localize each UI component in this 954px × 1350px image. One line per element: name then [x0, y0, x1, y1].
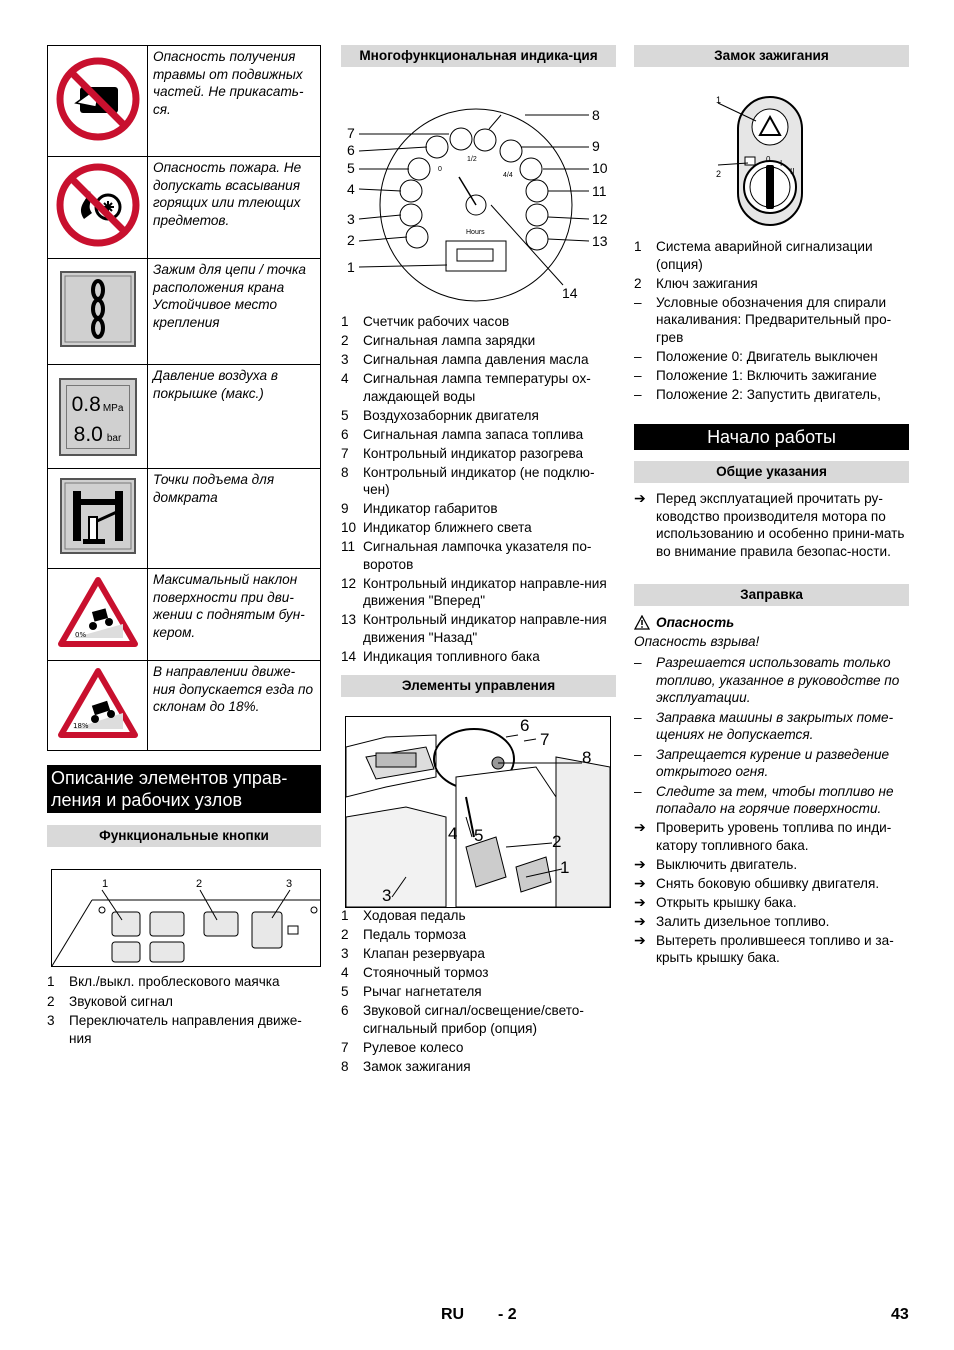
- list-item: 1 Система аварийной сигнализации (опция): [634, 239, 873, 272]
- list-item: 7 Контрольный индикатор разогрева: [341, 445, 584, 461]
- warning-triangle-icon: [634, 615, 650, 630]
- callout-5: 5: [347, 160, 355, 176]
- sign-text: Опасность пожара. Не допускать всасывания горящих или тлеющих предметов.: [148, 157, 321, 259]
- list-item: – Условные обозначения для спирали накаливания: Предварительный про-грев: [634, 294, 892, 345]
- key-position-0: 0: [766, 155, 771, 164]
- list-item: 10 Индикатор ближнего света: [341, 520, 532, 535]
- heading-general: Общие указания: [634, 461, 909, 483]
- sign-picture-cell: [48, 365, 148, 469]
- multi-indicator-figure: [341, 107, 616, 307]
- list-item: 2 Педаль тормоза: [341, 927, 467, 942]
- function-buttons-drawing: [52, 870, 320, 966]
- no-fire-intake-icon: [56, 163, 140, 247]
- heading-refuel: Заправка: [634, 584, 909, 606]
- list-item: 3 Клапан резервуара: [341, 946, 485, 961]
- sign-text: Зажим для цепи / точка расположения крана Устойчивое место крепления: [148, 259, 321, 365]
- list-item: 6 Сигнальная лампа запаса топлива: [341, 426, 584, 442]
- unit-mpa: MPa: [102, 402, 124, 414]
- list-item: 9 Индикатор габаритов: [341, 501, 498, 516]
- list-item: – Положение 1: Включить зажигание: [634, 367, 877, 383]
- function-buttons-list: [47, 973, 321, 1047]
- list-item: 8 Замок зажигания: [341, 1058, 471, 1074]
- sign-picture-cell: [48, 569, 148, 661]
- svg-text:0%: 0%: [74, 631, 86, 640]
- operator-cab-drawing: [346, 717, 610, 907]
- sign-picture-cell: [48, 46, 148, 157]
- callout-1: 1: [347, 259, 355, 275]
- tire-pressure-icon: [59, 378, 137, 456]
- sign-row: [48, 157, 321, 259]
- control-elements-figure: [345, 716, 611, 908]
- sign-row: [48, 365, 321, 469]
- heading-ignition: Замок зажигания: [634, 45, 909, 67]
- sign-row: [48, 46, 321, 157]
- scale-label-0: 0: [438, 166, 442, 173]
- unit-bar: bar: [106, 432, 122, 444]
- list-item: ➔ Снять боковую обшивку двигателя.: [634, 874, 880, 891]
- arrow-icon: ➔: [634, 931, 646, 948]
- list-item: 3 Сигнальная лампа давления масла: [341, 352, 589, 367]
- list-item: ➔ Перед эксплуатацией прочитать ру-ководство производителя мотора по использованию и особенно прини-мать во внимание правила безопас-ности.: [634, 490, 905, 559]
- arrow-icon: ➔: [634, 874, 646, 891]
- sign-text: Максимальный наклон поверхности при дви-жении с поднятым бун-кером.: [148, 569, 321, 661]
- footer-language: RU: [441, 1306, 465, 1323]
- pressure-bar: 8.0: [73, 422, 103, 446]
- callout-1: 1: [716, 95, 722, 105]
- callout-7: 7: [540, 730, 550, 749]
- list-item: 13 Контрольный индикатор направле-ния движения "Назад": [341, 612, 607, 645]
- scale-label-full: 4/4: [503, 172, 513, 179]
- footer-chapter: - 2: [498, 1306, 517, 1323]
- sign-row: [48, 661, 321, 751]
- list-item: 12 Контрольный индикатор направле-ния движения "Вперед": [341, 575, 607, 608]
- list-item: 6 Звуковой сигнал/освещение/свето-сигнальный прибор (опция): [341, 1003, 584, 1036]
- footer-page-number: 43: [891, 1306, 909, 1323]
- sign-picture-cell: [48, 661, 148, 751]
- sign-row: [48, 259, 321, 365]
- refuel-warnings: [634, 654, 909, 818]
- control-elements-list: [341, 907, 616, 1075]
- jack-point-icon: [59, 477, 137, 555]
- column-left: [47, 45, 321, 1046]
- sign-text: Давление воздуха в покрышке (макс.): [148, 365, 321, 469]
- callout-2: 2: [196, 878, 203, 890]
- list-item: – Положение 2: Запустить двигатель,: [634, 386, 881, 402]
- callout-4: 4: [347, 181, 355, 197]
- list-item: ➔ Проверить уровень топлива по инди-катору топливного бака.: [634, 819, 892, 853]
- callout-8: 8: [592, 107, 600, 123]
- list-item: 3 Переключатель направления движе-ния: [47, 1013, 302, 1046]
- callout-10: 10: [592, 160, 608, 176]
- sign-picture-cell: [48, 469, 148, 569]
- list-item: 1 Счетчик рабочих часов: [341, 314, 510, 329]
- max-tilt-warning-icon: [57, 576, 139, 648]
- scale-label-half: 1/2: [467, 156, 477, 163]
- list-item: 7 Рулевое колесо: [341, 1039, 464, 1055]
- list-item: 11 Сигнальная лампочка указателя по-воротов: [341, 539, 592, 572]
- callout-8: 8: [582, 748, 592, 767]
- section-title-start-work: Начало работы: [634, 424, 909, 450]
- callout-3: 3: [286, 878, 293, 890]
- function-buttons-figure: [51, 869, 321, 967]
- callout-3: 3: [382, 886, 392, 905]
- refuel-steps: [634, 819, 909, 967]
- callout-11: 11: [592, 183, 607, 199]
- list-item: ➔ Залить дизельное топливо.: [634, 912, 830, 929]
- svg-text:18%: 18%: [72, 722, 89, 731]
- callout-5: 5: [474, 826, 484, 845]
- callout-7: 7: [347, 125, 355, 141]
- list-item: 2 Звуковой сигнал: [47, 993, 173, 1009]
- sign-text: Точки подъема для домкрата: [148, 469, 321, 569]
- callout-2: 2: [716, 169, 722, 179]
- list-item: 2 Сигнальная лампа зарядки: [341, 333, 536, 348]
- key-position-2: II: [790, 167, 795, 176]
- list-item: 4 Стояночный тормоз: [341, 965, 489, 980]
- multi-indicator-list: [341, 313, 616, 665]
- ignition-figure: [710, 93, 820, 229]
- callout-2: 2: [552, 832, 562, 851]
- danger-notice: [634, 614, 909, 650]
- list-item: 5 Воздухозаборник двигателя: [341, 407, 539, 423]
- callout-6: 6: [520, 716, 530, 735]
- list-item: – Следите за тем, чтобы топливо не попадало на горячие поверхности.: [634, 783, 894, 816]
- column-middle: [341, 45, 616, 1074]
- heading-function-buttons: Функциональные кнопки: [47, 825, 321, 847]
- list-item: ➔ Открыть крышку бака.: [634, 893, 797, 910]
- callout-13: 13: [592, 233, 608, 249]
- ignition-list: [634, 238, 909, 403]
- callout-1: 1: [560, 858, 570, 877]
- list-item: 2 Ключ зажигания: [634, 275, 758, 291]
- list-item: ➔ Выключить двигатель.: [634, 855, 798, 872]
- list-item: – Разрешается использовать только топливо, указанное в руководстве по эксплуатации.: [634, 655, 900, 705]
- pressure-mpa: 0.8: [71, 392, 101, 416]
- arrow-icon: ➔: [634, 819, 646, 835]
- arrow-icon: ➔: [634, 912, 646, 929]
- sign-text: Опасность получения травмы от подвижных частей. Не прикасать-ся.: [148, 46, 321, 157]
- key-position-1: I: [780, 159, 783, 168]
- danger-sub: Опасность взрыва!: [634, 633, 760, 649]
- arrow-icon: ➔: [634, 490, 646, 506]
- heading-control-elements: Элементы управления: [341, 675, 616, 697]
- callout-2: 2: [347, 232, 355, 248]
- arrow-icon: ➔: [634, 855, 646, 872]
- sign-row: [48, 469, 321, 569]
- list-item: 14 Индикация топливного бака: [341, 648, 540, 664]
- callout-6: 6: [347, 142, 355, 158]
- sign-picture-cell: [48, 157, 148, 259]
- sign-picture-cell: [48, 259, 148, 365]
- slope-warning-icon: [57, 667, 139, 739]
- callout-9: 9: [592, 138, 600, 154]
- sign-row: [48, 569, 321, 661]
- list-item: 4 Сигнальная лампа температуры ох-лаждающей воды: [341, 371, 591, 404]
- no-touch-moving-parts-icon: [56, 57, 140, 141]
- section-title-controls: Описание элементов управ-ления и рабочих узлов: [47, 765, 321, 813]
- list-item: 8 Контрольный индикатор (не подклю-чен): [341, 464, 595, 497]
- list-item: – Заправка машины в закрытых поме-щениях не допускается.: [634, 709, 894, 742]
- column-right: [634, 45, 909, 965]
- dashboard-drawing: [341, 107, 616, 307]
- general-instructions: [634, 490, 909, 560]
- chain-clamp-icon: [59, 270, 137, 348]
- callout-1: 1: [102, 878, 109, 890]
- ignition-lock-drawing: [710, 93, 820, 229]
- safety-signs-table: [47, 45, 321, 751]
- list-item: – Положение 0: Двигатель выключен: [634, 348, 878, 364]
- list-item: 1 Ходовая педаль: [341, 908, 466, 923]
- sign-text: В направлении движе-ния допускается езда по склонам до 18%.: [148, 661, 321, 751]
- callout-4: 4: [448, 824, 458, 843]
- danger-label: Опасность: [656, 615, 735, 630]
- list-item: 5 Рычаг нагнетателя: [341, 984, 482, 999]
- heading-multi-indicator: Многофункциональная индика-ция: [341, 45, 616, 67]
- list-item: – Запрещается курение и разведение открытого огня.: [634, 746, 890, 779]
- callout-3: 3: [347, 211, 355, 227]
- list-item: ➔ Вытереть пролившееся топливо и за-крыть крышку бака.: [634, 931, 894, 965]
- arrow-icon: ➔: [634, 893, 646, 910]
- hours-label: Hours: [466, 229, 485, 236]
- callout-12: 12: [592, 211, 608, 227]
- list-item: 1 Вкл./выкл. проблескового маячка: [47, 974, 280, 989]
- callout-14: 14: [562, 285, 578, 301]
